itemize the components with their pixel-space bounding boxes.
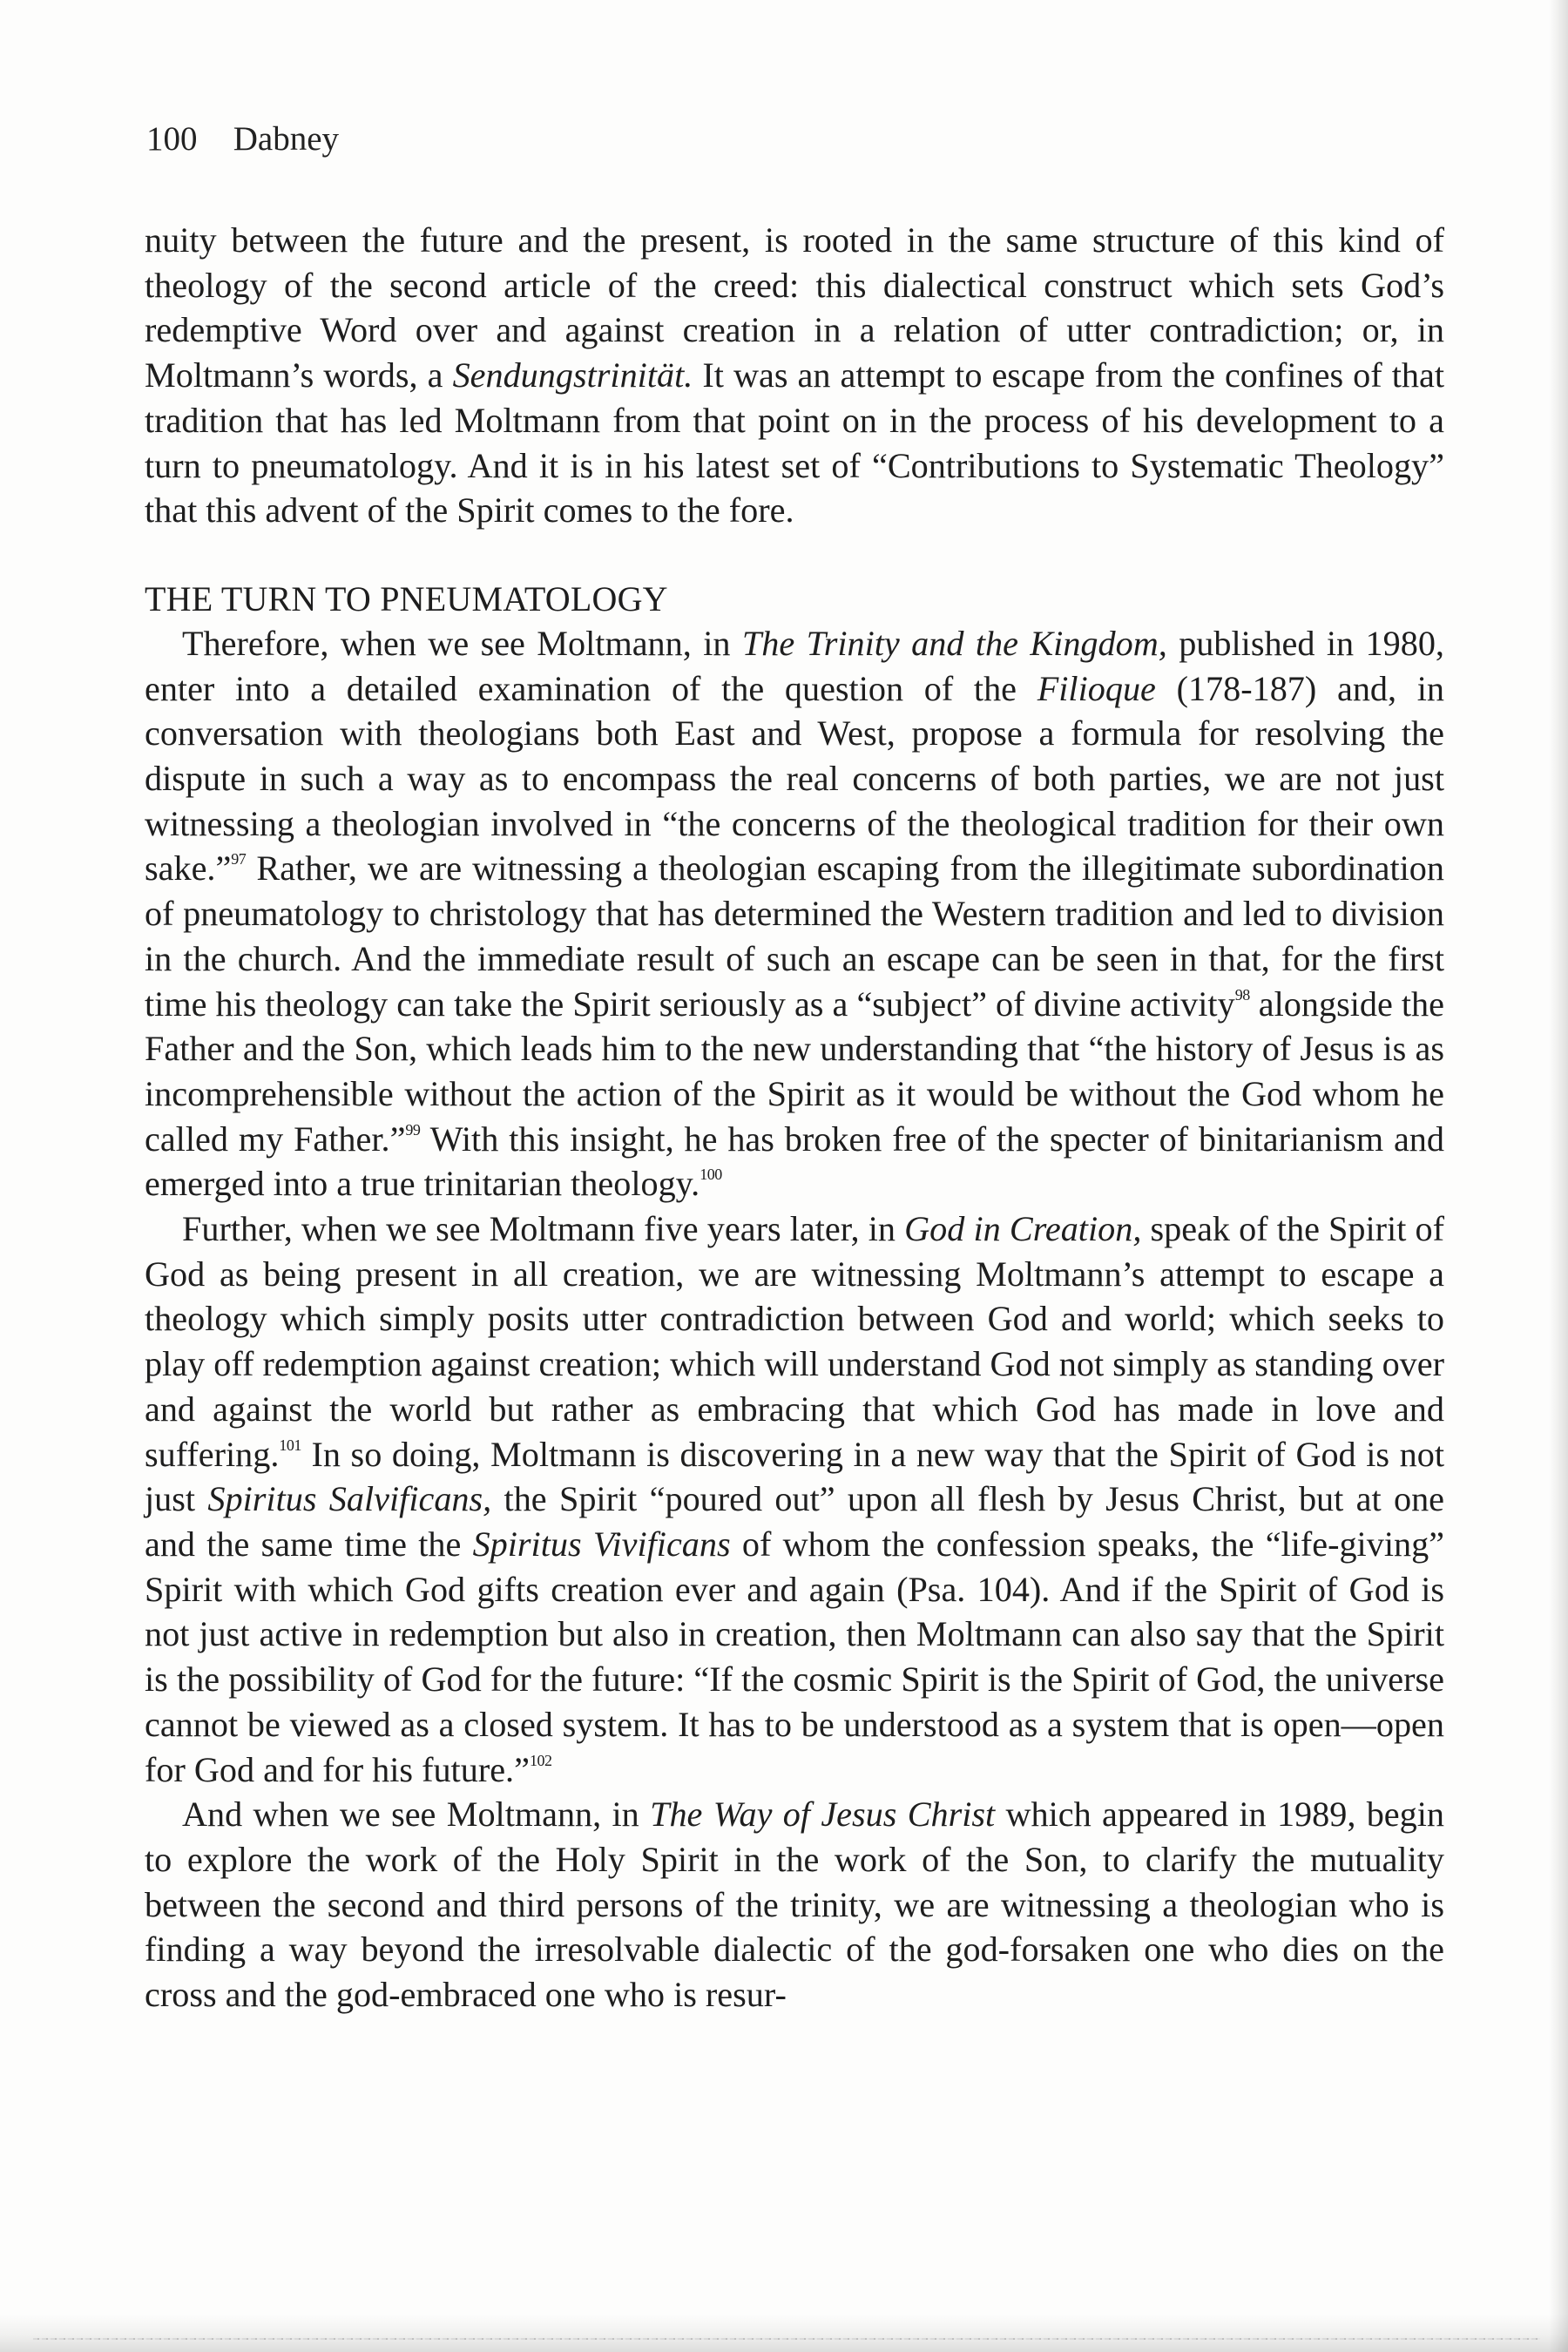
paragraph-text: With this insight, he has broken free of the specter of binitarianism and emerged into a true trinitarian theology. (145, 1119, 1444, 1204)
italic-term: Spiritus Salvificans, (207, 1479, 492, 1519)
paragraph-text: Rather, we are witnessing a theologian escaping from the illegitimate subordination of pneumatology to christology that has determined the Western tradition and led to division in the church. And the immediate result of such an escape can be seen in that, for the first time his theology can take the Spirit seriously as a “subject” of divine activity (145, 848, 1444, 1024)
paragraph-text: It was an attempt to escape from the confines of that tradition that has led Moltmann from that point on in the process of his development to a turn to pneumatology. And it is in his latest set of “Contributions to Systematic Theology” that this advent of the Spirit comes to the fore. (145, 355, 1444, 531)
paragraph-text: alongside the Father and the Son, which leads him to the new understanding that “the history of Jesus is as incomprehensible without the action of the Spirit as it would be without the God whom he called my Father.” (145, 983, 1444, 1159)
footnote-marker: 102 (529, 1751, 552, 1769)
italic-term: Filioque (1037, 668, 1156, 708)
running-head-author: Dabney (233, 120, 340, 158)
main-text (145, 218, 1444, 2017)
footnote-marker: 100 (700, 1166, 722, 1184)
paragraph-text: (178-187) and, in conversation with theologians both East and West, propose a formula for resolving the dispute in such a way as to encompass the real concerns of both parties, we are not just witnessing a theologian involved in “the concerns of the theological tradition for their own sake.” (145, 668, 1444, 889)
page-number: 100 (146, 120, 198, 158)
paragraph-trinity-kingdom (145, 621, 1444, 1206)
paragraph-text: Therefore, when we see Moltmann, in (182, 623, 742, 663)
section-heading: THE TURN TO PNEUMATOLOGY (145, 578, 668, 618)
paragraph-text: published in 1980, enter into a detailed examination of the question of the (145, 623, 1444, 708)
book-title: The Trinity and the Kingdom, (741, 623, 1167, 663)
footnote-marker: 98 (1234, 985, 1250, 1004)
paragraph-text: nuity between the future and the present, is rooted in the same structure of this kind of theology of the second article of the creed: this dialectical construct which sets God’s redemptive Word over and against creation in a relation of utter contradiction; or, in Moltmann’s words, a (145, 220, 1444, 395)
footnote-marker: 101 (279, 1436, 301, 1454)
paragraph-text: which appeared in 1989, begin to explore the work of the Holy Spirit in the work of the Son, to clarify the mutuality between the second and third persons of the trinity, we are witnessing a theologian who is finding a way beyond the irresolvable dialectic of the god-forsaken one who dies on the cross and the god-embraced one who is resur- (145, 1794, 1444, 2015)
italic-term: Spiritus Vivificans (472, 1524, 731, 1564)
paragraph-text: speak of the Spirit of God as being present in all creation, we are witnessing Moltmann’s attempt to escape a theology which simply posits utter contradiction between God and world; which seeks to play off redemption against creation; which will understand God not simply as standing over and against the world but rather as embracing that which God has made in love and suffering. (145, 1209, 1445, 1474)
bottom-scan-edge (33, 2338, 1540, 2340)
footnote-marker: 99 (405, 1120, 421, 1139)
page-right-shadow (1549, 0, 1568, 2352)
book-title: The Way of Jesus Christ (650, 1794, 996, 1835)
paragraph-text: the Spirit “poured out” upon all flesh by Jesus Christ, but at one and the same time the (145, 1479, 1444, 1564)
paragraph-god-in-creation (145, 1206, 1444, 1792)
paragraph-text: Further, when we see Moltmann five years later, in (182, 1209, 905, 1249)
paragraph-way-of-jesus-christ (145, 1792, 1444, 2017)
footnote-marker: 97 (231, 850, 247, 868)
running-head (146, 118, 339, 161)
paragraph-text: And when we see Moltmann, in (182, 1794, 651, 1835)
book-title: God in Creation, (904, 1209, 1142, 1249)
page-bottom-shadow (0, 2314, 1568, 2352)
paragraph-text: In so doing, Moltmann is discovering in a new way that the Spirit of God is not just (145, 1434, 1444, 1519)
paragraph-text: of whom the confession speaks, the “life-giving” Spirit with which God gifts creation ever and again (Psa. 104). And if the Spirit of God is not just active in redemption but also in creation, then Moltmann can also say that the Spirit is the possibility of God for the future: “If the cosmic Spirit is the Spirit of God, the universe cannot be viewed as a closed system. It has to be understood as a system that is open—open for God and for his future.” (145, 1524, 1445, 1789)
paragraph-continuation (145, 218, 1444, 533)
italic-term: Sendungstrinität. (452, 355, 693, 395)
